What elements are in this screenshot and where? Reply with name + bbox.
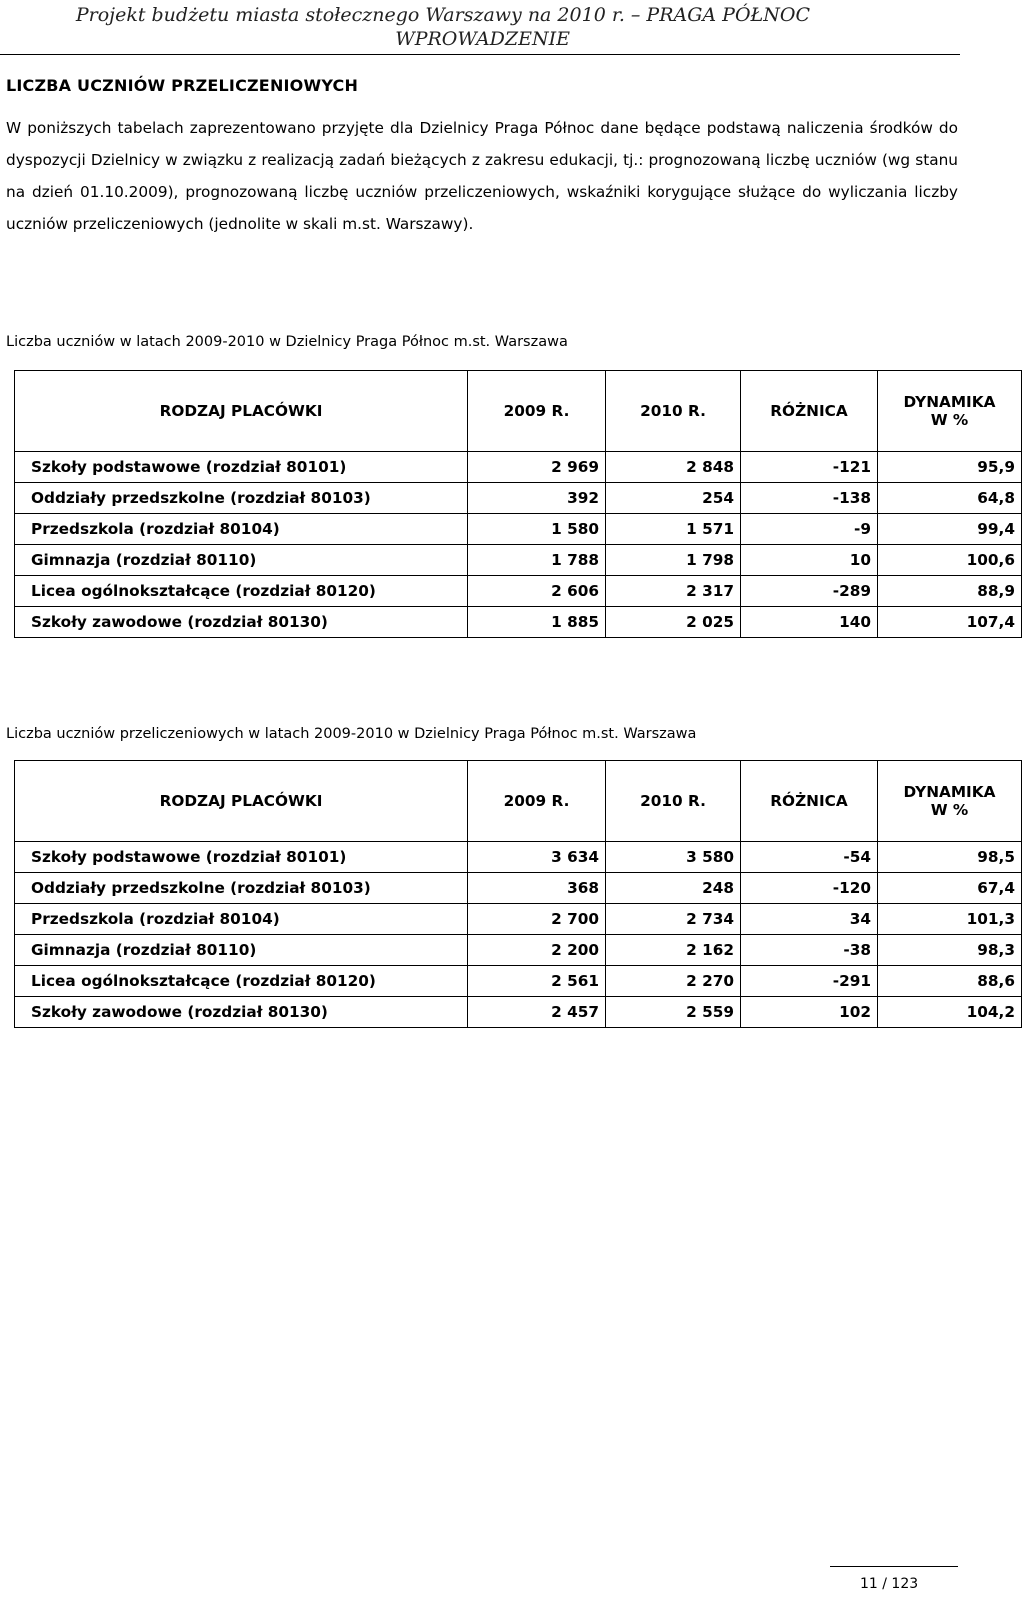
col-dynamics-line2: W %: [930, 801, 969, 819]
cell-dynamics: 100,6: [878, 545, 1022, 576]
cell-2010: 2 270: [606, 966, 741, 997]
cell-dynamics: 88,9: [878, 576, 1022, 607]
cell-2009: 368: [468, 873, 606, 904]
students-table: [14, 370, 1022, 638]
cell-2009: 1 885: [468, 607, 606, 638]
row-name: Szkoły zawodowe (rozdział 80130): [15, 607, 468, 638]
cell-2009: 2 200: [468, 935, 606, 966]
cell-2010: 2 317: [606, 576, 741, 607]
cell-2009: 1 788: [468, 545, 606, 576]
cell-2010: 1 571: [606, 514, 741, 545]
cell-2010: 248: [606, 873, 741, 904]
table-row: [15, 904, 1022, 935]
page-header: [0, 0, 960, 55]
cell-2010: 3 580: [606, 842, 741, 873]
cell-diff: -120: [741, 873, 878, 904]
cell-dynamics: 107,4: [878, 607, 1022, 638]
cell-2009: 1 580: [468, 514, 606, 545]
col-2010-header: 2010 R.: [606, 371, 741, 452]
table-row: [15, 452, 1022, 483]
col-dynamics-line1: DYNAMIKA: [903, 393, 996, 411]
cell-dynamics: 88,6: [878, 966, 1022, 997]
col-2010-header: 2010 R.: [606, 761, 741, 842]
cell-diff: 102: [741, 997, 878, 1028]
cell-2010: 2 162: [606, 935, 741, 966]
row-name: Szkoły zawodowe (rozdział 80130): [15, 997, 468, 1028]
cell-dynamics: 98,3: [878, 935, 1022, 966]
cell-dynamics: 98,5: [878, 842, 1022, 873]
table-row: [15, 966, 1022, 997]
col-diff-header: RÓŻNICA: [741, 761, 878, 842]
col-diff-header: RÓŻNICA: [741, 371, 878, 452]
col-type-header: RODZAJ PLACÓWKI: [15, 761, 468, 842]
row-name: Licea ogólnokształcące (rozdział 80120): [15, 576, 468, 607]
table-row: [15, 545, 1022, 576]
col-2009-header: 2009 R.: [468, 371, 606, 452]
table-row: [15, 483, 1022, 514]
table1-caption: Liczba uczniów w latach 2009-2010 w Dzielnicy Praga Północ m.st. Warszawa: [6, 334, 568, 350]
row-name: Szkoły podstawowe (rozdział 80101): [15, 842, 468, 873]
col-2009-header: 2009 R.: [468, 761, 606, 842]
table-row: [15, 514, 1022, 545]
table-header-row: [15, 371, 1022, 452]
cell-diff: -38: [741, 935, 878, 966]
cell-2009: 2 457: [468, 997, 606, 1028]
table2-caption: Liczba uczniów przeliczeniowych w latach 2009-2010 w Dzielnicy Praga Północ m.st. Warszawa: [6, 726, 697, 742]
cell-2010: 254: [606, 483, 741, 514]
cell-dynamics: 99,4: [878, 514, 1022, 545]
intro-paragraph: W poniższych tabelach zaprezentowano przyjęte dla Dzielnicy Praga Północ dane będące podstawą naliczenia środków do dyspozycji Dzielnicy w związku z realizacją zadań bieżących z zakresu edukacji, tj.: prognozowaną liczbę uczniów (wg stanu na dzień 01.10.2009), prognozowaną liczbę uczniów przeliczeniowych, wskaźniki korygujące służące do wyliczania liczby uczniów przeliczeniowych (jednolite w skali m.st. Warszawy).: [6, 119, 958, 233]
section-title: LICZBA UCZNIÓW PRZELICZENIOWYCH: [6, 76, 359, 95]
cell-2009: 2 700: [468, 904, 606, 935]
col-dynamics-line1: DYNAMIKA: [903, 783, 996, 801]
cell-2009: 2 969: [468, 452, 606, 483]
table-header-row: [15, 761, 1022, 842]
cell-dynamics: 64,8: [878, 483, 1022, 514]
header-subtitle: WPROWADZENIE: [395, 28, 570, 50]
cell-diff: -9: [741, 514, 878, 545]
row-name: Oddziały przedszkolne (rozdział 80103): [15, 873, 468, 904]
cell-2010: 1 798: [606, 545, 741, 576]
table-row: [15, 842, 1022, 873]
row-name: Gimnazja (rozdział 80110): [15, 935, 468, 966]
row-name: Oddziały przedszkolne (rozdział 80103): [15, 483, 468, 514]
converted-students-table: [14, 760, 1022, 1028]
row-name: Przedszkola (rozdział 80104): [15, 514, 468, 545]
col-dynamics-line2: W %: [930, 411, 969, 429]
cell-2010: 2 848: [606, 452, 741, 483]
cell-2009: 3 634: [468, 842, 606, 873]
cell-2009: 2 606: [468, 576, 606, 607]
cell-2010: 2 559: [606, 997, 741, 1028]
cell-dynamics: 67,4: [878, 873, 1022, 904]
header-title: Projekt budżetu miasta stołecznego Warszawy na 2010 r. – PRAGA PÓŁNOC: [75, 4, 810, 26]
col-dynamics-header: [878, 761, 1022, 842]
cell-diff: -121: [741, 452, 878, 483]
row-name: Licea ogólnokształcące (rozdział 80120): [15, 966, 468, 997]
cell-2010: 2 025: [606, 607, 741, 638]
row-name: Szkoły podstawowe (rozdział 80101): [15, 452, 468, 483]
cell-2009: 392: [468, 483, 606, 514]
cell-diff: -291: [741, 966, 878, 997]
cell-diff: 34: [741, 904, 878, 935]
row-name: Przedszkola (rozdział 80104): [15, 904, 468, 935]
col-type-header: RODZAJ PLACÓWKI: [15, 371, 468, 452]
table-row: [15, 873, 1022, 904]
cell-dynamics: 95,9: [878, 452, 1022, 483]
cell-dynamics: 101,3: [878, 904, 1022, 935]
cell-dynamics: 104,2: [878, 997, 1022, 1028]
cell-2010: 2 734: [606, 904, 741, 935]
col-dynamics-header: [878, 371, 1022, 452]
table-row: [15, 935, 1022, 966]
cell-diff: 140: [741, 607, 878, 638]
cell-diff: -54: [741, 842, 878, 873]
cell-diff: -289: [741, 576, 878, 607]
footer-divider: [830, 1566, 958, 1567]
page-number: 11 / 123: [860, 1576, 919, 1592]
cell-diff: 10: [741, 545, 878, 576]
table-row: [15, 576, 1022, 607]
table-row: [15, 997, 1022, 1028]
cell-2009: 2 561: [468, 966, 606, 997]
table-row: [15, 607, 1022, 638]
cell-diff: -138: [741, 483, 878, 514]
row-name: Gimnazja (rozdział 80110): [15, 545, 468, 576]
